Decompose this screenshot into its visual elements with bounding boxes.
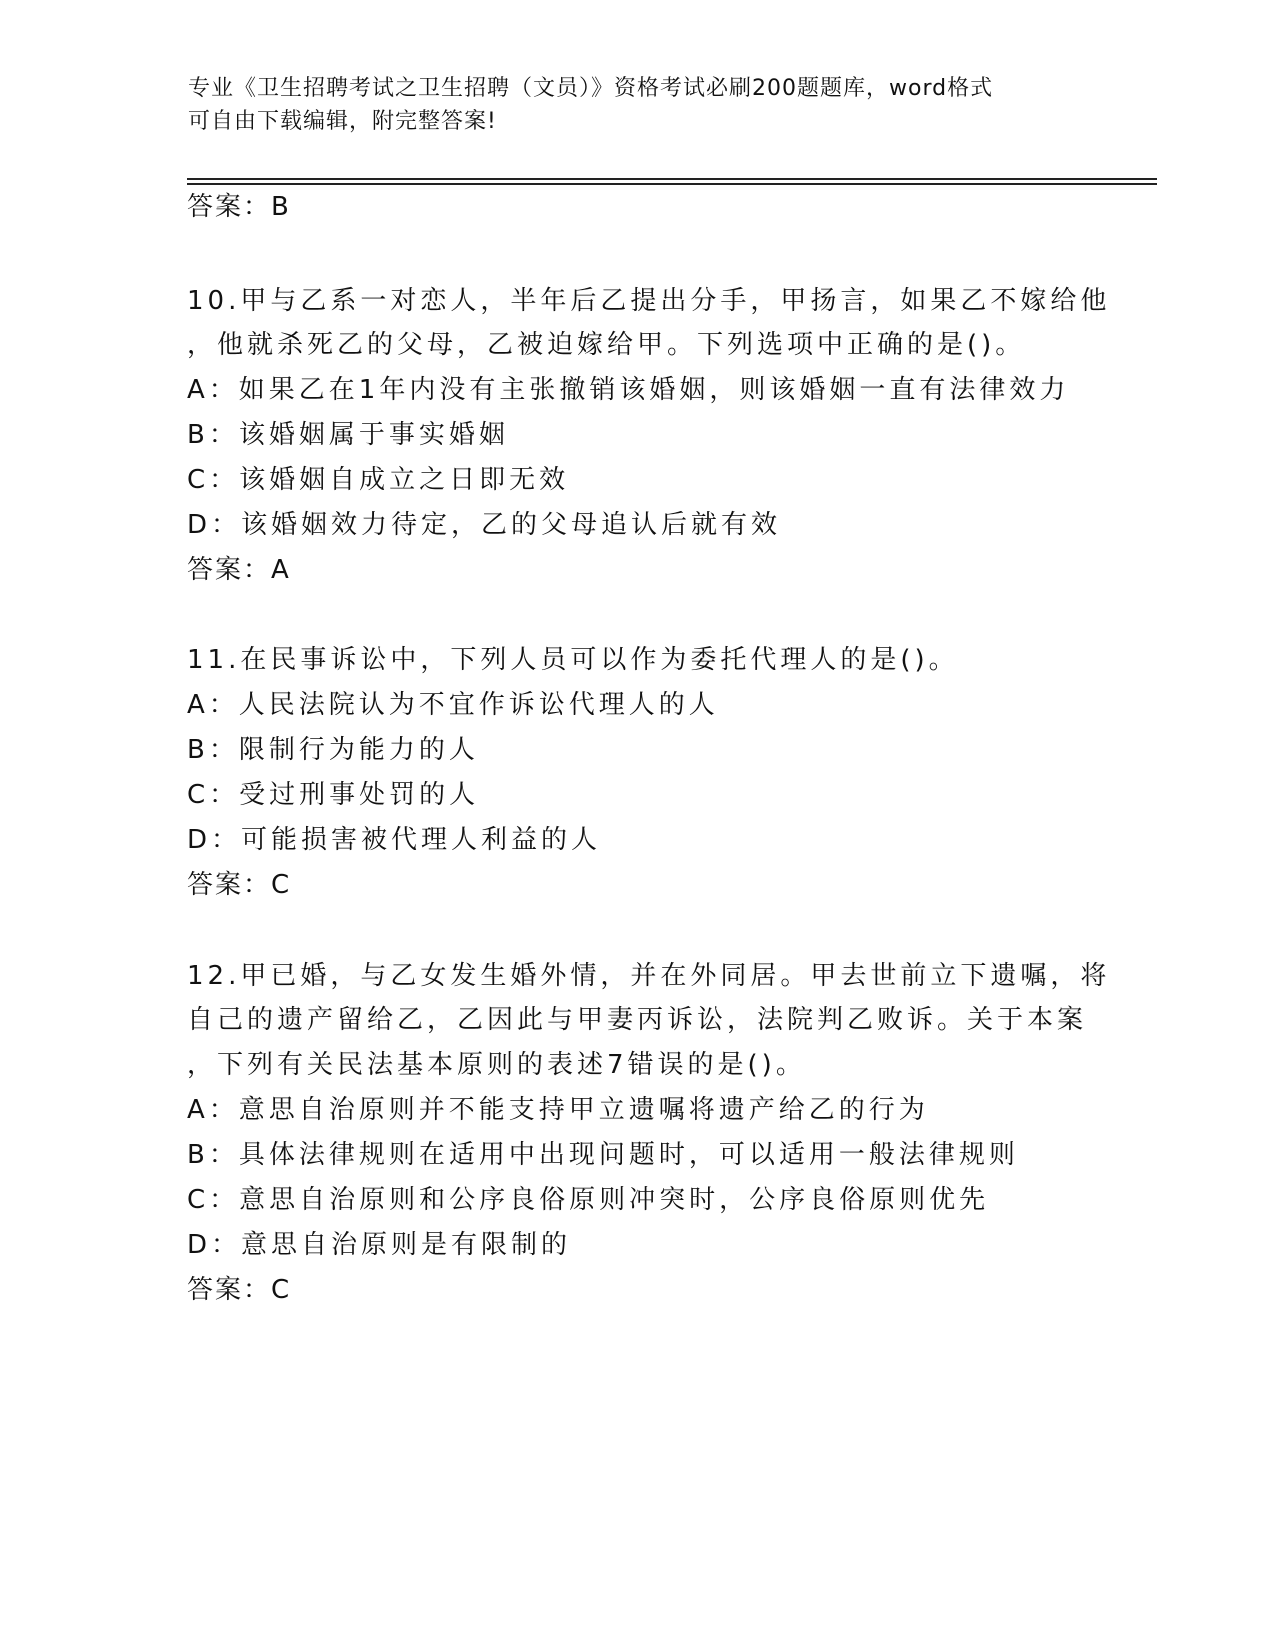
question-10-option-b: B：该婚姻属于事实婚姻 [187,420,509,450]
question-12-option-b: B：具体法律规则在适用中出现问题时，可以适用一般法律规则 [187,1140,1019,1170]
question-11-option-b: B：限制行为能力的人 [187,735,479,765]
question-12-stem-line-3: ，下列有关民法基本原则的表述7错误的是()。 [187,1050,806,1080]
document-header [188,72,1088,138]
question-12-stem-line-1: 12.甲已婚，与乙女发生婚外情，并在外同居。甲去世前立下遗嘱，将 [187,961,1111,991]
header-divider-bottom [187,183,1157,185]
previous-answer: 答案：B [187,192,291,222]
question-10-option-a: A：如果乙在1年内没有主张撤销该婚姻，则该婚姻一直有法律效力 [187,375,1070,405]
question-12-option-c: C：意思自治原则和公序良俗原则冲突时，公序良俗原则优先 [187,1185,990,1215]
question-11-option-c: C：受过刑事处罚的人 [187,780,480,810]
header-divider-top [187,178,1157,180]
question-11-stem-line-1: 11.在民事诉讼中，下列人员可以作为委托代理人的是()。 [187,645,959,675]
question-10-option-c: C：该婚姻自成立之日即无效 [187,465,570,495]
question-11-answer: 答案：C [187,870,292,900]
header-line-2: 可自由下载编辑，附完整答案! [188,109,497,134]
question-12-answer: 答案：C [187,1275,292,1305]
question-12-option-d: D：意思自治原则是有限制的 [187,1230,572,1260]
question-12-option-a: A：意思自治原则并不能支持甲立遗嘱将遗产给乙的行为 [187,1095,929,1125]
question-11-option-d: D：可能损害被代理人利益的人 [187,825,602,855]
question-10-stem-line-2: ，他就杀死乙的父母，乙被迫嫁给甲。下列选项中正确的是()。 [187,330,1026,360]
header-line-1: 专业《卫生招聘考试之卫生招聘（文员）》资格考试必刷200题题库，word格式 [188,76,994,101]
question-10-answer: 答案：A [187,555,291,585]
question-11-option-a: A：人民法院认为不宜作诉讼代理人的人 [187,690,719,720]
question-12-stem-line-2: 自己的遗产留给乙，乙因此与甲妻丙诉讼，法院判乙败诉。关于本案 [187,1005,1088,1035]
question-10-option-d: D：该婚姻效力待定，乙的父母追认后就有效 [187,510,782,540]
question-10-stem-line-1: 10.甲与乙系一对恋人，半年后乙提出分手，甲扬言，如果乙不嫁给他 [187,286,1111,316]
